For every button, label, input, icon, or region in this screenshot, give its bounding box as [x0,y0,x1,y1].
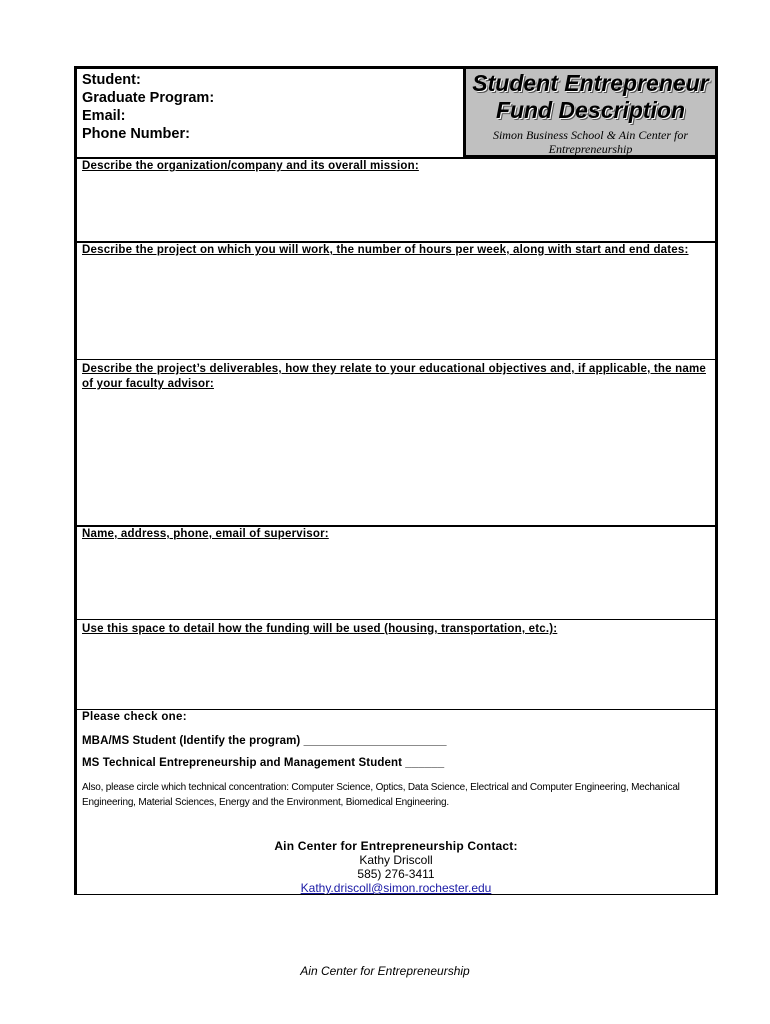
divider [77,619,715,620]
form-title-line2: Fund Description [495,97,686,123]
contact-name: Kathy Driscoll [359,853,433,867]
deliverables-prompt: Describe the project’s deliverables, how they relate to your educational objectives and, if applicable, the name of your faculty advisor: [82,363,706,390]
ms-tem-option: MS Technical Entrepreneurship and Management Student ______ [82,757,445,769]
contact-title: Ain Center for Entrepreneurship Contact: [274,839,518,853]
page-footer: Ain Center for Entrepreneurship [300,964,470,978]
contact-email-link[interactable]: Kathy.driscoll@simon.rochester.edu [300,881,492,895]
mba-ms-option: MBA/MS Student (Identify the program) ______________________ [82,735,447,747]
form-subtitle: Simon Business School & Ain Center for Entrepreneurship [492,128,689,156]
contact-phone: 585) 276-3411 [357,867,435,881]
email-label: Email: [82,108,126,124]
form-title-line1: Student Entrepreneur [472,70,709,96]
form-title [466,70,715,124]
funding-prompt: Use this space to detail how the funding will be used (housing, transportation, etc.): [82,623,558,635]
student-info [82,71,214,143]
divider [77,709,715,710]
contact-block [77,839,715,895]
application-form [74,66,718,894]
divider [77,359,715,360]
concentration-note: Also, please circle which technical concentration: Computer Science, Optics, Data Science, Electrical and Computer Engineering, Mechanical Engineering, Material Sciences, Energy and the Environment, Biomedical Engineering. [82,782,680,808]
project-prompt: Describe the project on which you will work, the number of hours per week, along with start and end dates: [82,244,689,256]
phone-number-label: Phone Number: [82,126,190,142]
mission-prompt: Describe the organization/company and its overall mission: [82,160,419,172]
form-bottom-border [74,894,718,895]
check-one-label: Please check one: [82,711,187,723]
supervisor-prompt: Name, address, phone, email of supervisor: [82,528,329,540]
form-header [77,69,715,157]
graduate-program-label: Graduate Program: [82,90,215,106]
student-label: Student: [82,72,141,88]
title-box [463,69,715,157]
